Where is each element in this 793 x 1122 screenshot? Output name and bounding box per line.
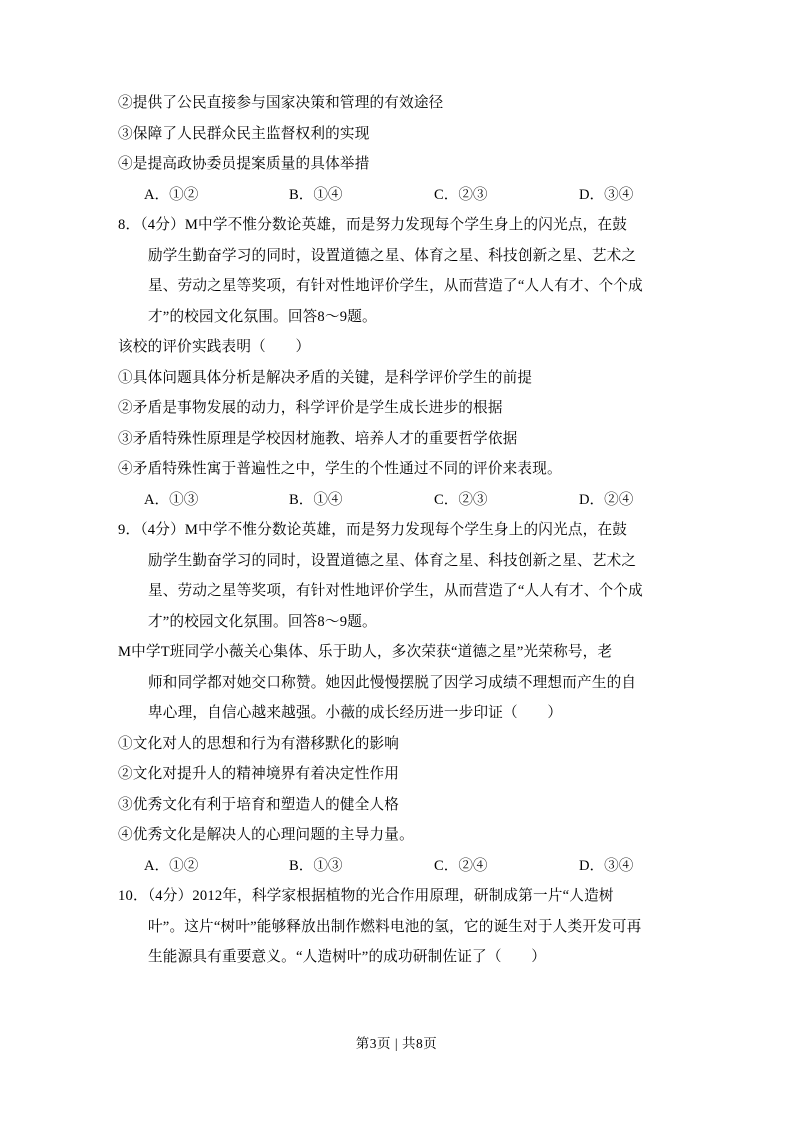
- question-8: [118, 210, 675, 515]
- option-a[interactable]: A．①③: [144, 491, 199, 508]
- option-line-4: ④是提高政协委员提案质量的具体举措: [118, 156, 370, 172]
- question-9-passage-line-3: 卑心理，自信心越来越强。小薇的成长经历进一步印证（ ）: [148, 705, 563, 721]
- option-b[interactable]: B．①④: [289, 491, 343, 508]
- question-10: [118, 881, 675, 973]
- option-line-3: ③保障了人民群众民主监督权利的实现: [118, 125, 370, 142]
- question-9-stem-line-3: 星、劳动之星等奖项，有针对性地评价学生，从而营造了“人人有才、个个成: [148, 583, 643, 599]
- option-c[interactable]: C．②③: [434, 491, 488, 508]
- question-9-stem-line-1: 9．（4分）M中学不惟分数论英雄，而是努力发现每个学生身上的闪光点，在鼓: [118, 522, 628, 538]
- question-9-item-2: ②文化对提升人的精神境界有着决定性作用: [118, 766, 400, 782]
- option-line-2: ②提供了公民直接参与国家决策和管理的有效途径: [118, 95, 444, 111]
- question-8-stem-line-4: 才”的校园文化氛围。回答8～9题。: [148, 308, 377, 325]
- answer-options-8: [118, 485, 675, 516]
- option-c[interactable]: C．②③: [434, 186, 488, 203]
- question-9-item-3: ③优秀文化有利于培育和塑造人的健全人格: [118, 796, 400, 813]
- question-8-prompt: 该校的评价实践表明（ ）: [118, 339, 311, 355]
- question-10-stem-line-1: 10．（4分）2012年，科学家根据植物的光合作用原理，研制成第一片“人造树: [118, 888, 614, 904]
- question-9-passage-line-1: M中学T班同学小薇关心集体、乐于助人，多次荣获“道德之星”光荣称号，老: [118, 644, 613, 660]
- question-8-item-4: ④矛盾特殊性寓于普遍性之中，学生的个性通过不同的评价来表现。: [118, 461, 562, 477]
- answer-options-9: [118, 851, 675, 882]
- question-9-passage-line-2: 师和同学都对她交口称赞。她因此慢慢摆脱了因学习成绩不理想而产生的自: [148, 674, 637, 691]
- question-10-stem-line-2: 叶”。这片“树叶”能够释放出制作燃料电池的氢，它的诞生对于人类开发可再: [148, 918, 642, 935]
- question-8-item-2: ②矛盾是事物发展的动力，科学评价是学生成长进步的根据: [118, 400, 503, 416]
- question-9: [118, 515, 675, 881]
- question-9-item-4: ④优秀文化是解决人的心理问题的主导力量。: [118, 827, 414, 843]
- question-9-item-1: ①文化对人的思想和行为有潜移默化的影响: [118, 735, 400, 752]
- option-d[interactable]: D．②④: [579, 491, 634, 508]
- option-c[interactable]: C．②④: [434, 857, 488, 874]
- question-8-item-3: ③矛盾特殊性原理是学校因材施教、培养人才的重要哲学依据: [118, 430, 518, 447]
- option-b[interactable]: B．①③: [289, 857, 343, 874]
- option-a[interactable]: A．①②: [144, 857, 199, 874]
- option-d[interactable]: D．③④: [579, 186, 634, 203]
- question-8-item-1: ①具体问题具体分析是解决矛盾的关键，是科学评价学生的前提: [118, 369, 533, 386]
- question-9-stem-line-2: 励学生勤奋学习的同时，设置道德之星、体育之星、科技创新之星、艺术之: [148, 552, 637, 569]
- question-8-stem-line-2: 励学生勤奋学习的同时，设置道德之星、体育之星、科技创新之星、艺术之: [148, 247, 637, 264]
- page-footer: 第3页 | 共8页: [355, 1036, 438, 1051]
- option-b[interactable]: B．①④: [289, 186, 343, 203]
- question-7-continuation: [118, 88, 675, 210]
- answer-options-7: [118, 180, 675, 211]
- question-8-stem-line-1: 8．（4分）M中学不惟分数论英雄，而是努力发现每个学生身上的闪光点，在鼓: [118, 217, 628, 233]
- question-9-stem-line-4: 才”的校园文化氛围。回答8～9题。: [148, 613, 377, 630]
- question-8-stem-line-3: 星、劳动之星等奖项，有针对性地评价学生，从而营造了“人人有才、个个成: [148, 278, 643, 294]
- option-d[interactable]: D．③④: [579, 857, 634, 874]
- question-10-stem-line-3: 生能源具有重要意义。“人造树叶”的成功研制佐证了（ ）: [148, 949, 546, 965]
- option-a[interactable]: A．①②: [144, 186, 199, 203]
